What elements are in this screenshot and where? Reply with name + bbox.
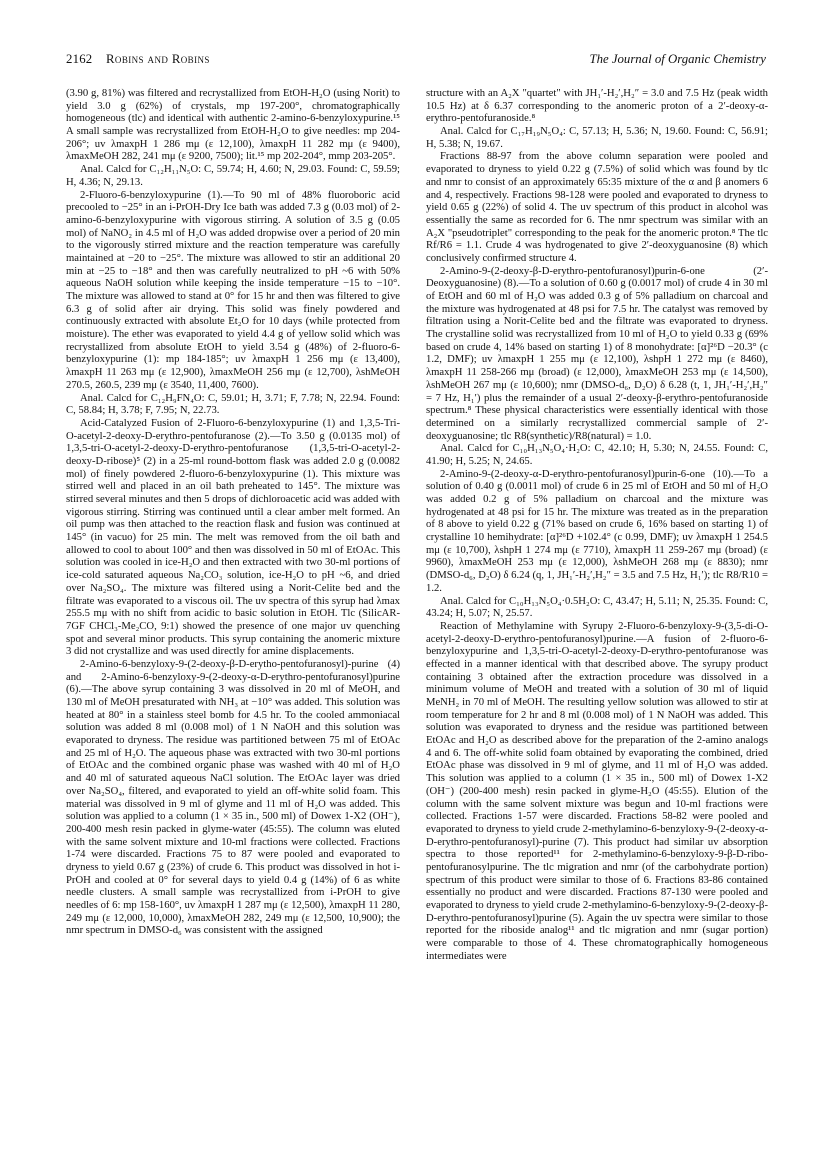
running-header bbox=[66, 52, 766, 70]
left-column bbox=[66, 88, 400, 938]
paragraph: 2-Fluoro-6-benzyloxypurine (1).—To 90 ml of 48% fluoroboric acid precooled to −25° in an i-PrOH-Dry Ice bath was added 7.3 g (0.03 mol) of 2-amino-6-benzyloxypurine with vigorous stirring. A solution of 3.5 g (0.05 mol) of NaNO₂ in 4.5 ml of H₂O was added dropwise over a period of 20 min to the vigorously stirred mixture and the reaction temperature was carefully maintained at −20 to −25°. The mixture was allowed to stir an additional 20 min at −25 to −18° and then was carefully neutralized to pH ~6 with 50% aqueous NaOH solution while keeping the inside temperature −15 to −10°. The mixture was allowed to stand at 0° for 15 hr and then was filtered to give 6.3 g of solid after air drying. This solid was finely powdered and continuously extracted with absolute Et₂O for 10 days (while protected from moisture). The ether was evaporated to yield 4.4 g of yellow solid which was recrystallized from absolute EtOH to yield 3.54 g (48%) of 2-fluoro-6-benzyloxypurine (1): mp 184-185°; uv λmaxpH 1 256 mμ (ε 13,400), λmaxpH 11 263 mμ (ε 12,900), λmaxMeOH 256 mμ (ε 12,700), λshMeOH 270.5, 260.5, 239 mμ (ε 3540, 11,400, 7600). bbox=[66, 189, 400, 391]
paragraph: Anal. Calcd for C₁₀H₁₃N₅O₄·H₂O: C, 42.10; H, 5.30; N, 24.55. Found: C, 41.90; H, 5.25; N, 24.65. bbox=[426, 443, 768, 467]
page-number: 2162 bbox=[66, 52, 93, 66]
journal-title: The Journal of Organic Chemistry bbox=[589, 52, 766, 66]
right-column bbox=[426, 88, 768, 963]
paragraph: 2-Amino-9-(2-deoxy-α-D-erythro-pentofuranosyl)purin-6-one (10).—To a solution of 0.40 g (0.0011 mol) of crude 6 in 25 ml of EtOH and 50 ml of H₂O was added 0.2 g of 5% palladium on charcoal and the mixture was hydrogenated at 48 psi for 15 hr. The mixture was treated as in the preparation of 8 above to yield 0.22 g (71% based on crude 6, 16% based on starting 1) of crystalline 10 hemihydrate: [α]²⁶D +102.4° (c 0.99, DMF); uv λmaxpH 1 254.5 mμ (ε 10,700), λshpH 1 274 mμ (ε 7710), λmaxpH 11 259-267 mμ (broad) (ε 9960), λmaxMeOH 253 mμ (ε 12,000), λshMeOH 268 mμ (ε 8830); nmr (DMSO-d₆, D₂O) δ 6.24 (q, 1, JH₁′-H₂′,H₂″ = 3.5 and 7.5 Hz, H₁′); tlc R8/R10 = 1.2. bbox=[426, 468, 768, 594]
paragraph: Anal. Calcd for C₁₂H₁₁N₅O: C, 59.74; H, 4.60; N, 29.03. Found: C, 59.59; H, 4.36; N, 29.13. bbox=[66, 164, 400, 188]
paragraph: Anal. Calcd for C₁₇H₁₉N₅O₄: C, 57.13; H, 5.36; N, 19.60. Found: C, 56.91; H, 5.38; N, 19.67. bbox=[426, 126, 768, 150]
paragraph: structure with an A₂X "quartet" with JH₁′-H₂′,H₂″ = 3.0 and 7.5 Hz (peak width 10.5 Hz) at δ 6.37 corresponding to the anomeric proton of a 2′-deoxy-α-erythro-pentofuranoside.⁸ bbox=[426, 88, 768, 125]
running-authors: Robins and Robins bbox=[106, 52, 210, 66]
paragraph: 2-Amino-6-benzyloxy-9-(2-deoxy-β-D-erytho-pentofuranosyl)-purine (4) and 2-Amino-6-benzyloxy-9-(2-deoxy-α-D-erythro-pentofuranosyl)purine (6).—The above syrup containing 3 was dissolved in 20 ml of MeOH, and 130 ml of MeOH presaturated with NH₃ at −10° was added. This solution was heated at 80° in a stainless steel bomb for 4.5 hr. To the cooled ammoniacal solution was added 8 ml (0.008 mol) of 1 N NaOH and this solution was evaporated to dryness. The residue was partitioned between 75 ml of EtOAc and 25 ml of H₂O. The aqueous phase was extracted with two 30-ml portions of EtOAc and the combined organic phase was washed with 40 ml of H₂O and 40 ml of saturated aqueous NaCl solution. The EtOAc layer was dried over Na₂SO₄, filtered, and evaporated to yield an off-white solid foam. This material was dissolved in 9 ml of glyme and 11 ml of H₂O was added. This solution was applied to a column (1 × 35 in., 500 ml) of Dowex 1-X2 (OH⁻), 200-400 mesh resin packed in glyme-water (45:55). The column was eluted with the same solvent mixture and 10-ml fractions were collected. Fractions 1-74 were discarded. Fractions 75 to 87 were pooled and evaporated to dryness to yield 0.67 g (23%) of crude 6. This product was dissolved in hot i-PrOH and cooled at 0° for several days to yield 0.4 g (14%) of 6 as white needle clusters. A small sample was recrystallized from i-PrOH to give needles of 6: mp 158-160°, uv λmaxpH 1 287 mμ (ε 12,500), λmaxpH 11 280, 249 mμ (ε 12,000, 10,000), λmaxMeOH 282, 249 mμ (ε 12,500, 10,900); the nmr spectrum in DMSO-d₆ was consistent with the assigned bbox=[66, 658, 400, 937]
paragraph: Anal. Calcd for C₁₂H₉FN₄O: C, 59.01; H, 3.71; F, 7.78; N, 22.94. Found: C, 58.84; H, 3.78; F, 7.95; N, 22.73. bbox=[66, 392, 400, 417]
paragraph: Reaction of Methylamine with Syrupy 2-Fluoro-6-benzyloxy-9-(3,5-di-O-acetyl-2-deoxy-D-erythro-pentofuranosyl)purine.—A fusion of 2-fluoro-6-benzyloxypurine and 1,3,5-tri-O-acetyl-2-deoxy-D-erythro-pentofuranose was effected in a manner identical with that described above. The syrupy product containing 3 obtained after the extraction procedure was dissolved in a minimum volume of MeOH and treated with a solution of 30 ml of liquid MeNH₂ in 70 ml of MeOH. The resulting yellow solution was allowed to stir at room temperature for 2 hr and 8 ml (0.008 mol) of 1 N NaOH was added. This solution was evaporated to dryness and the residue was partitioned between EtOAc and H₂O as described above for the preparation of the 2-amino analogs 4 and 6. The off-white solid foam obtained by evaporating the combined, dried EtOAc phase was dissolved in 9 ml of glyme, and 11 ml of H₂O was added. This solution was applied to a column (1 × 35 in., 500 ml) of Dowex 1-X2 (OH⁻) (200-400 mesh) resin packed in glyme-H₂O (45:55). Elution of the column with the same solvent mixture was begun and 10-ml fractions were collected. Fractions 1-57 were discarded. Fractions 58-82 were pooled and evaporated to dryness to yield crude 2-methylamino-6-benzyloxy-9-(2-deoxy-α-D-erythro-pentofuranosyl)-purine (7). This product had similar uv absorption spectra to those reported¹¹ for 2-methylamino-6-benzyloxy-9-β-D-ribo-pentofuranosylpurine. The tlc migration and nmr (of the carbohydrate portion) spectrum of this product were similar to those of 6. Fractions 83-86 contained essentially no product and were discarded. Fractions 87-130 were pooled and evaporated to dryness to yield crude 2-methylamino-6-benzyloxy-9-(2-deoxy-β-D-erythro-pentofuranosyl)purine (5). Again the uv spectra were similar to those reported for the riboside analog¹¹ and tlc migration and nmr (sugar portion) were comparable to those of 4. These chromatographically homogeneous intermediates were bbox=[426, 620, 768, 962]
paragraph: Fractions 88-97 from the above column separation were pooled and evaporated to dryness to yield 0.22 g (7.5%) of solid which was found by tlc and nmr to consist of an approximately 65:35 mixture of the α and β anomers 6 and 4, respectively. Fractions 98-128 were pooled and evaporated to dryness to yield 0.65 g (22%) of solid 4. The uv spectrum of this product in alcohol was essentially the same as recorded for 6. The nmr spectrum was similar with an A₂X "pseudotriplet" corresponding to the peak for the anomeric proton.⁸ The tlc Rf/R6 = 1.1. Crude 4 was hydrogenated to give 2′-deoxyguanosine (8) which conclusively confirmed structure 4. bbox=[426, 151, 768, 264]
paragraph: Anal. Calcd for C₁₀H₁₃N₅O₄·0.5H₂O: C, 43.47; H, 5.11; N, 25.35. Found: C, 43.24; H, 5.07; N, 25.57. bbox=[426, 595, 768, 620]
paragraph: 2-Amino-9-(2-deoxy-β-D-erythro-pentofuranosyl)purin-6-one (2′-Deoxyguanosine) (8).—To a solution of 0.60 g (0.0017 mol) of crude 4 in 30 ml of EtOH and 60 ml of H₂O was added 0.3 g of 5% palladium on charcoal and the mixture was hydrogenated at 48 psi for 7.5 hr. The catalyst was removed by filtration using a Norit-Celite bed and the filtrate was evaporated to dryness. The crystalline solid was recrystallized from 10 ml of H₂O to yield 0.33 g (69% based on crude 4, 14% based on starting 1) of 8 monohydrate: [α]²⁶D −20.3° (c 1.2, DMF); uv λmaxpH 1 255 mμ (ε 12,100), λshpH 1 272 mμ (ε 8460), λmaxpH 11 258-266 mμ (broad) (ε 12,000), λmaxMeOH 253 mμ (ε 14,500), λshMeOH 267 mμ (ε 10,600); nmr (DMSO-d₆, D₂O) δ 6.28 (t, 1, JH₁′-H₂′,H₂″ = 7 Hz, H₁′) plus the remainder of a usual 2′-deoxy-β-erythro-pentofuranoside spectrum.⁸ These physical characteristics were essentially identical with those determined on a similarly recrystallized commercial sample of 2′-deoxyguanosine; tlc R8(synthetic)/R8(natural) = 1.0. bbox=[426, 265, 768, 442]
paragraph: (3.90 g, 81%) was filtered and recrystallized from EtOH-H₂O (using Norit) to yield 3.0 g (62%) of crystals, mp 197-200°, chromatographically homogeneous (tlc) and identical with authentic 2-amino-6-benzyloxypurine.¹⁵ A small sample was recrystallized from EtOH-H₂O to give needles: mp 204-206°; uv λmaxpH 1 286 mμ (ε 12,100), λmaxpH 11 282 mμ (ε 9400), λmaxMeOH 282, 241 mμ (ε 9200, 7500); lit.¹⁵ mp 202-204°, mmp 203-205°. bbox=[66, 88, 400, 163]
paragraph: Acid-Catalyzed Fusion of 2-Fluoro-6-benzyloxypurine (1) and 1,3,5-Tri-O-acetyl-2-deoxy-D-erythro-pentofuranose (2).—To 3.50 g (0.0135 mol) of 1,3,5-tri-O-acetyl-2-deoxy-D-erythro-pentofuranose (1,3,5-tri-O-acetyl-2-deoxy-D-ribose)⁵ (2) in a 25-ml round-bottom flask was added 2.0 g (0.0082 mol) of finely powdered 2-fluoro-6-benzyloxypurine (1). This mixture was stirred well and placed in an oil bath preheated to 145°. The mixture was stirred several minutes and then 5 drops of dichloroacetic acid was added with vigorous stirring. Stirring was continued until a clear amber melt formed. An oil pump was then attached to the reaction flask and fusion was continued at 145° (in vacuo) for 25 min. The melt was removed from the oil bath and allowed to cool to about 100° and then was dissolved in 50 ml of EtOAc. This solution was cooled in ice-H₂O and then extracted with two 30-ml portions of ice-cold saturated aqueous Na₂CO₃ solution, ice-H₂O to pH ~6, and dried over Na₂SO₄. The mixture was filtered using a Norit-Celite bed and the filtrate was evaporated to a viscous oil. The uv spectra of this syrup had λmax 255.5 mμ with no shift from acidic to basic solution in EtOH. Tlc (SilicAR-7GF CHCl₃-Me₂CO, 9:1) showed the presence of one major uv quenching spot and several minor products. This syrup containing the anomeric mixture 3 did not crystallize and was used directly for amine displacements. bbox=[66, 417, 400, 658]
